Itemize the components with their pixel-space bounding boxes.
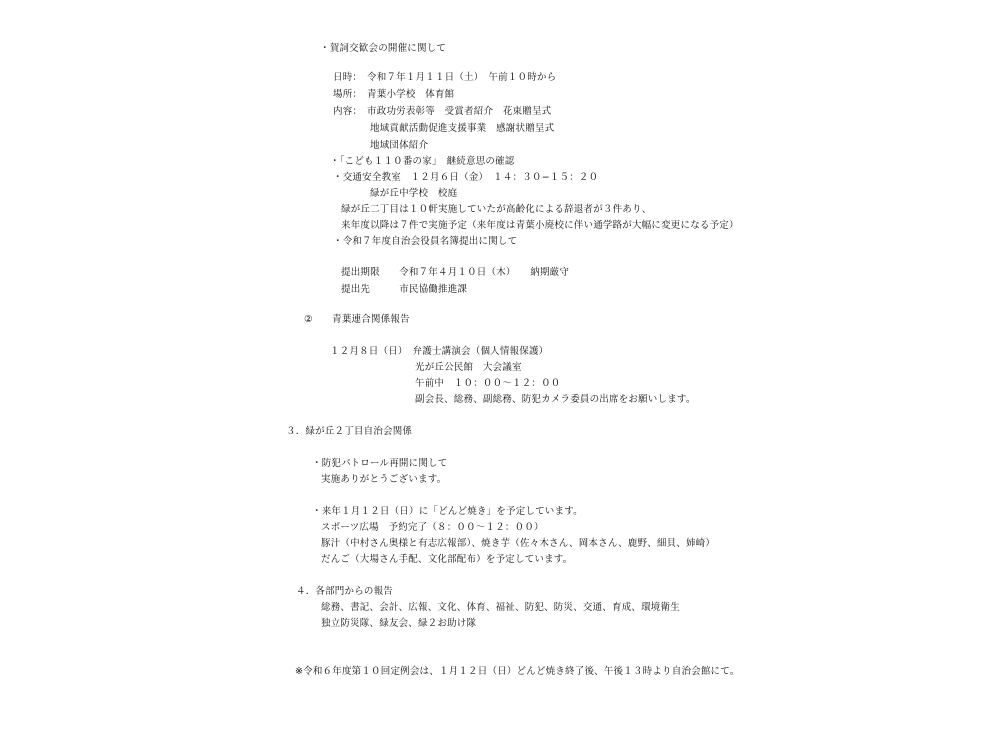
footer-note: ※令和６年度第１０回定例会は、１月１２日（日）どんど焼き終了後、午後１３時より自治会館にて。 [295,666,740,677]
department-list-2: 独立防災隊、緑友会、緑２お助け隊 [321,618,477,629]
submission-deadline: 提出期限 令和７年４月１０日（木） 納期厳守 [341,267,570,278]
traffic-safety-note-1: 緑が丘二丁目は１０軒実施していたが高齢化による辞退者が３件あり、 [341,204,652,215]
section-heading-new-year-party: ・賀詞交歓会の開催に関して [320,43,447,54]
lecture-line-2: 光が丘公民館 大会議室 [415,362,522,373]
submission-destination: 提出先 市民協働推進課 [341,284,468,295]
bullet-patrol: ・防犯パトロール再開に関して [312,458,448,469]
bullet-traffic-safety: ・交通安全教室 １２月６日（金） １４：３０−１５：２０ [333,172,599,183]
bullet-dondo-yaki: ・来年１月１２日（日）に「どんど焼き」を予定しています。 [312,506,583,517]
detail-line-datetime: 日時： 令和７年１月１１日（土） 午前１０時から [333,72,557,83]
bullet-officer-list: ・令和７年度自治会役員名簿提出に関して [333,236,518,247]
dondo-line-1: スポーツ広場 予約完了（８：００〜１２：００） [321,522,544,533]
subsection-aoba-federation: ② 青葉連合関係報告 [304,314,410,325]
detail-line-content: 内容： 市政功労表彰等 受賞者紹介 花束贈呈式 [333,106,552,117]
lecture-line-3: 午前中 １０：００〜１２：００ [415,378,561,389]
lecture-line-1: １２月８日（日） 弁護士講演会（個人情報保護） [330,346,549,357]
traffic-safety-note-2: 来年度以降は７件で実施予定（来年度は青葉小廃校に伴い通学路が大幅に変更になる予定） [341,220,739,231]
section-heading-4: ４．各部門からの報告 [296,586,394,597]
patrol-note: 実施ありがとうございます。 [321,474,447,485]
dondo-line-2: 豚汁（中村さん奥様と有志広報部）、焼き芋（佐々木さん、岡本さん、鹿野、細貝、姉崎） [321,538,716,549]
bullet-kodomo-110: ・「こども１１０番の家」 継続意思の確認 [330,156,515,167]
lecture-line-4: 副会長、総務、副総務、防犯カメラ委員の出席をお願いします。 [415,394,696,405]
dondo-line-3: だんご（大場さん手配、文化部配布）を予定しています。 [321,554,573,565]
detail-line-content-2: 地域貢献活動促進支援事業 感謝状贈呈式 [370,123,555,134]
traffic-safety-location: 緑が丘中学校 校庭 [370,188,458,199]
detail-line-content-3: 地域団体紹介 [370,140,429,151]
detail-line-venue: 場所： 青葉小学校 体育館 [333,89,455,100]
section-heading-3: ３．緑が丘２丁目自治会関係 [286,426,413,437]
department-list-1: 総務、書記、会計、広報、文化、体育、福祉、防犯、防災、交通、育成、環境衛生 [321,602,680,613]
